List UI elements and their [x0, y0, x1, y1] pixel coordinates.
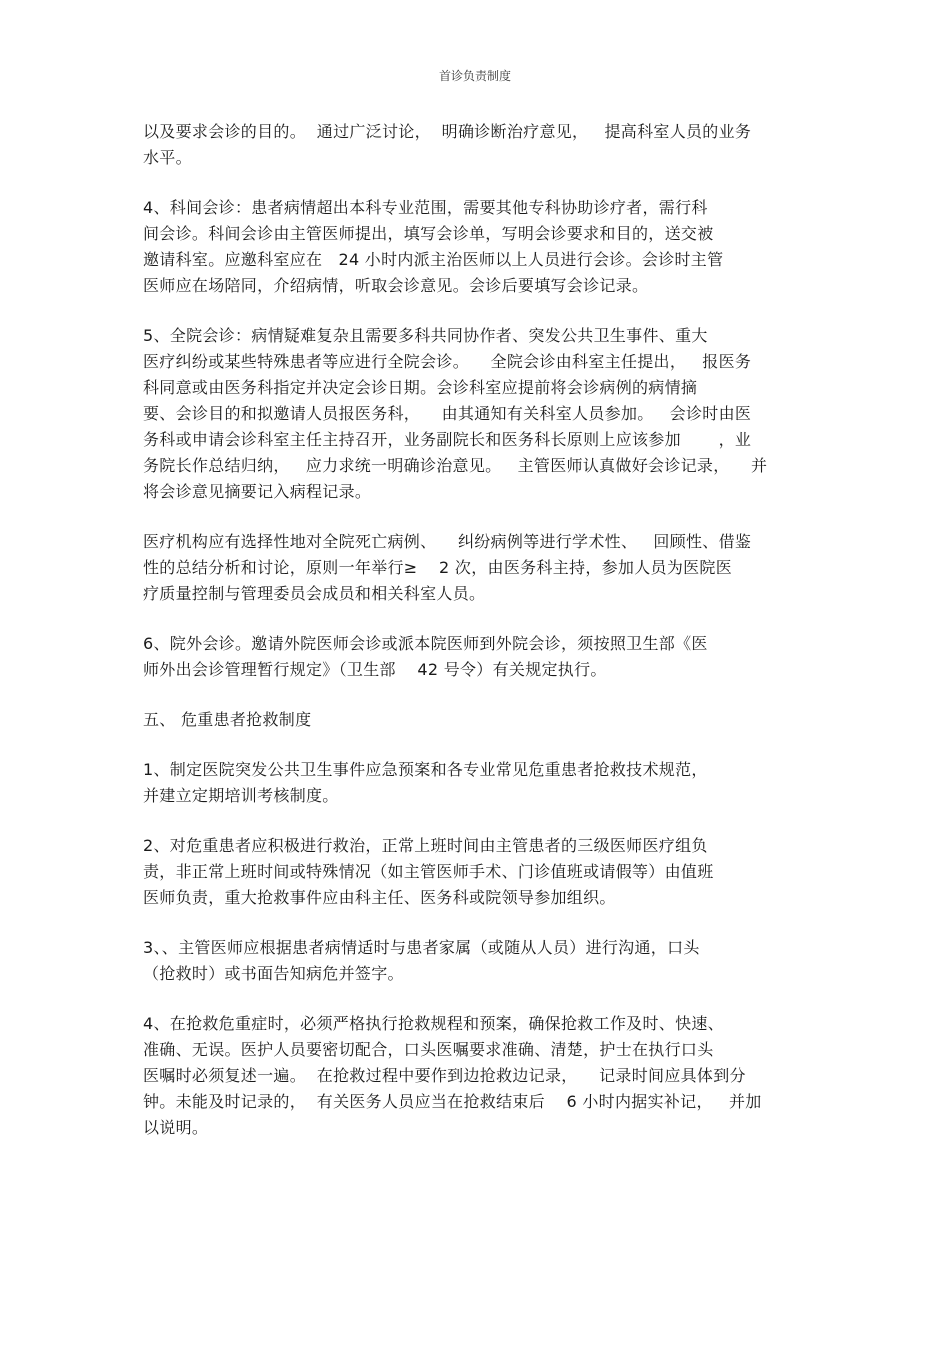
paragraph-line: 并建立定期培训考核制度。 — [143, 786, 339, 805]
paragraph-line: 以说明。 — [143, 1118, 209, 1137]
paragraph-line: （抢救时）或书面告知病危并签字。 — [143, 964, 404, 983]
document-paragraph — [143, 1011, 813, 1141]
paragraph-line: 师外出会诊管理暂行规定》（卫生部 42 号令）有关规定执行。 — [143, 660, 607, 679]
paragraph-line: 水平。 — [143, 148, 192, 167]
paragraph-line: 务科或申请会诊科室主任主持召开，业务副院长和医务科长原则上应该参加 ，业 — [143, 430, 752, 449]
paragraph-line: 五、 危重患者抢救制度 — [143, 710, 312, 729]
paragraph-line: 责，非正常上班时间或特殊情况（如主管医师手术、门诊值班或请假等）由值班 — [143, 862, 714, 881]
paragraph-line: 以及要求会诊的目的。 通过广泛讨论， 明确诊断治疗意见， 提高科室人员的业务 — [143, 122, 752, 141]
page-header-title: 首诊负责制度 — [438, 69, 511, 83]
paragraph-line: 3、、主管医师应根据患者病情适时与患者家属（或随从人员）进行沟通，口头 — [143, 938, 700, 957]
paragraph-line: 将会诊意见摘要记入病程记录。 — [143, 482, 372, 501]
document-paragraph — [143, 631, 813, 683]
paragraph-line: 务院长作总结归纳， 应力求统一明确诊治意见。 主管医师认真做好会诊记录， 并 — [143, 456, 768, 475]
paragraph-line: 科同意或由医务科指定并决定会诊日期。会诊科室应提前将会诊病例的病情摘 — [143, 378, 698, 397]
document-body — [143, 119, 813, 1165]
document-paragraph — [143, 833, 813, 911]
paragraph-line: 医师负责，重大抢救事件应由科主任、医务科或院领导参加组织。 — [143, 888, 616, 907]
paragraph-line: 医师应在场陪同，介绍病情，听取会诊意见。会诊后要填写会诊记录。 — [143, 276, 649, 295]
paragraph-line: 邀请科室。应邀科室应在 24 小时内派主治医师以上人员进行会诊。会诊时主管 — [143, 250, 724, 269]
document-paragraph — [143, 757, 813, 809]
paragraph-line: 2、对危重患者应积极进行救治，正常上班时间由主管患者的三级医师医疗组负 — [143, 836, 708, 855]
document-paragraph — [143, 119, 813, 171]
paragraph-line: 4、科间会诊：患者病情超出本科专业范围，需要其他专科协助诊疗者，需行科 — [143, 198, 708, 217]
document-paragraph — [143, 529, 813, 607]
paragraph-line: 医疗纠纷或某些特殊患者等应进行全院会诊。 全院会诊由科室主任提出， 报医务 — [143, 352, 752, 371]
document-paragraph — [143, 707, 813, 733]
paragraph-line: 1、制定医院突发公共卫生事件应急预案和各专业常见危重患者抢救技术规范， — [143, 760, 708, 779]
paragraph-line: 钟。未能及时记录的， 有关医务人员应当在抢救结束后 6 小时内据实补记， 并加 — [143, 1092, 762, 1111]
paragraph-line: 医嘱时必须复述一遍。 在抢救过程中要作到边抢救边记录， 记录时间应具体到分 — [143, 1066, 746, 1085]
paragraph-line: 6、院外会诊。邀请外院医师会诊或派本院医师到外院会诊，须按照卫生部《医 — [143, 634, 708, 653]
document-paragraph — [143, 195, 813, 299]
paragraph-line: 要、会诊目的和拟邀请人员报医务科， 由其通知有关科室人员参加。 会诊时由医 — [143, 404, 752, 423]
paragraph-line: 5、全院会诊：病情疑难复杂且需要多科共同协作者、突发公共卫生事件、重大 — [143, 326, 708, 345]
paragraph-line: 4、在抢救危重症时，必须严格执行抢救规程和预案，确保抢救工作及时、快速、 — [143, 1014, 724, 1033]
document-paragraph — [143, 323, 813, 505]
paragraph-line: 准确、无误。医护人员要密切配合，口头医嘱要求准确、清楚，护士在执行口头 — [143, 1040, 714, 1059]
paragraph-line: 性的总结分析和讨论，原则一年举行≥ 2 次，由医务科主持，参加人员为医院医 — [143, 558, 733, 577]
paragraph-line: 疗质量控制与管理委员会成员和相关科室人员。 — [143, 584, 486, 603]
document-paragraph — [143, 935, 813, 987]
paragraph-line: 医疗机构应有选择性地对全院死亡病例、 纠纷病例等进行学术性、 回顾性、借鉴 — [143, 532, 752, 551]
paragraph-line: 间会诊。科间会诊由主管医师提出，填写会诊单，写明会诊要求和目的，送交被 — [143, 224, 714, 243]
